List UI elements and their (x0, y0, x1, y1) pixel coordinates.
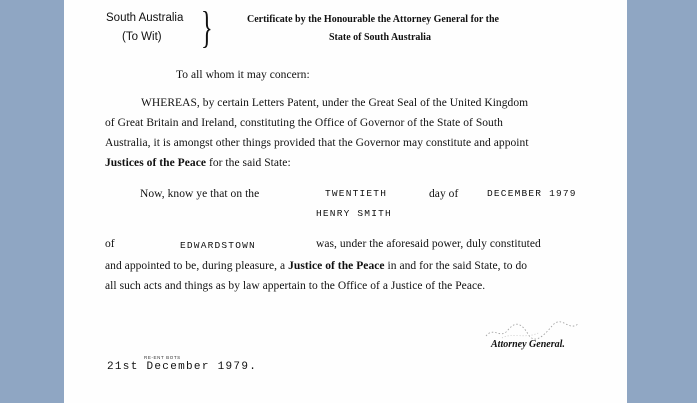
justice-of-peace-bold: Justice of the Peace (288, 260, 385, 272)
preamble-line2: of Great Britain and Ireland, constituting the Office of Governor of the State of South (105, 117, 503, 129)
certificate-heading-line2: State of South Australia (329, 32, 431, 43)
left-frame (0, 0, 64, 403)
closing-line2: all such acts and things as by law appertain to the Office of a Justice of the Peace. (105, 280, 486, 292)
of-line-rest: was, under the aforesaid power, duly constituted (316, 238, 541, 250)
brace-glyph: } (201, 3, 213, 52)
reentry-stamp: RE-ENT BOTS (144, 355, 181, 360)
closing-line1-end: in and for the said State, to do (384, 260, 528, 272)
preamble-line4-rest: for the said State: (206, 157, 291, 169)
closing-line1-start: and appointed to be, during pleasure, a (105, 260, 289, 272)
right-frame (627, 0, 697, 403)
jurisdiction-line2: (To Wit) (122, 31, 162, 43)
attorney-general-signature-title: Attorney General. (491, 339, 565, 350)
closing-line1 (105, 260, 527, 272)
filled-month-year: DECEMBER 1979 (487, 188, 577, 199)
of-label: of (105, 238, 115, 250)
know-ye-lead: Now, know ye that on the (140, 188, 260, 200)
preamble-line3: Australia, it is amongst other things provided that the Governor may constitute and appoint (105, 137, 529, 149)
justices-of-peace-bold: Justices of the Peace (105, 157, 207, 169)
jurisdiction-line1: South Australia (106, 12, 184, 24)
filled-place: EDWARDSTOWN (180, 240, 256, 251)
salutation: To all whom it may concern: (176, 69, 310, 81)
certificate-heading-line1: Certificate by the Honourable the Attorney General for the (247, 14, 499, 25)
preamble-line1: WHEREAS, by certain Letters Patent, under the Great Seal of the United Kingdom (141, 97, 529, 109)
filled-name: HENRY SMITH (316, 208, 392, 219)
issue-date: 21st December 1979. (107, 361, 258, 373)
filled-day: TWENTIETH (325, 188, 388, 199)
certificate-page (64, 0, 627, 403)
preamble-line4 (105, 157, 291, 169)
day-of-label: day of (429, 188, 459, 200)
